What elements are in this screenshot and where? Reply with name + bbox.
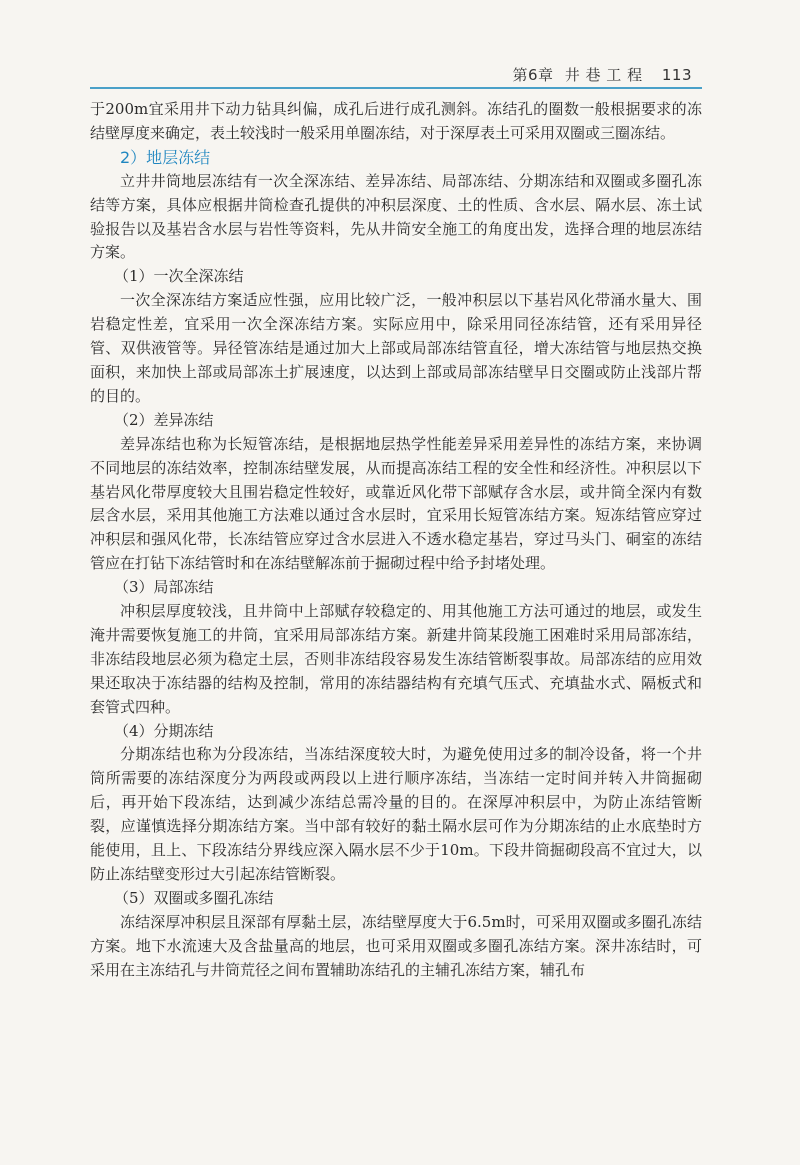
subsection-title: （2）差异冻结 — [114, 410, 214, 429]
paragraph: 分期冻结也称为分段冻结，当冻结深度较大时，为避免使用过多的制冷设备，将一个井筒所需要的冻结深度分为两段或两段以上进行顺序冻结，当冻结一定时间并转入井筒掘砌后，再开始下段冻结，达到减少冻结总需冷量的目的。在深厚冲积层中，为防止冻结管断裂，应谨慎选择分期冻结方案。当中部有较好的黏土隔水层可作为分期冻结的止水底垫时方能使用，且上、下段冻结分界线应深入隔水层不少于10m。下段井筒掘砌段高不宜过大，以防止冻结壁变形过大引起冻结管断裂。 — [90, 745, 702, 883]
section-title: 2）地层冻结 — [120, 147, 211, 167]
paragraph: 立井井筒地层冻结有一次全深冻结、差异冻结、局部冻结、分期冻结和双圈或多圈孔冻结等方案，具体应根据井筒检查孔提供的冲积层深度、土的性质、含水层、隔水层、冻土试验报告以及基岩含水层与岩性等资料，先从井筒安全施工的角度出发，选择合理的地层冻结方案。 — [90, 171, 702, 262]
paragraph: 一次全深冻结方案适应性强，应用比较广泛，一般冲积层以下基岩风化带涌水量大、围岩稳定性差，宜采用一次全深冻结方案。实际应用中，除采用同径冻结管，还有采用异径管、双供液管等。异径管冻结是通过加大上部或局部冻结管直径，增大冻结管与地层热交换面积，来加快上部或局部冻土扩展速度，以达到上部或局部冻结壁早日交圈或防止浅部片帮的目的。 — [90, 291, 702, 405]
subsection-title: （1）一次全深冻结 — [114, 267, 244, 286]
subsection-title: （3）局部冻结 — [114, 578, 214, 597]
subsection-title: （4）分期冻结 — [114, 721, 214, 740]
paragraph: 于200m宜采用井下动力钻具纠偏，成孔后进行成孔测斜。冻结孔的圈数一般根据要求的冻结壁厚度来确定，表土较浅时一般采用单圈冻结，对于深厚表土可采用双圈或三圈冻结。 — [90, 100, 702, 142]
paragraph: 冻结深厚冲积层且深部有厚黏土层，冻结壁厚度大于6.5m时，可采用双圈或多圈孔冻结方案。地下水流速大及含盐量高的地层，也可采用双圈或多圈孔冻结方案。深井冻结时，可采用在主冻结孔与井筒荒径之间布置辅助冻结孔的主辅孔冻结方案，辅孔布 — [90, 912, 702, 979]
paragraph: 冲积层厚度较浅，且井筒中上部赋存较稳定的、用其他施工方法可通过的地层，或发生淹井需要恢复施工的井筒，宜采用局部冻结方案。新建井筒某段施工困难时采用局部冻结，非冻结段地层必须为稳定土层，否则非冻结段容易发生冻结管断裂事故。局部冻结的应用效果还取决于冻结器的结构及控制，常用的冻结器结构有充填气压式、充填盐水式、隔板式和套管式四种。 — [90, 602, 702, 716]
header-chapter-title — [506, 64, 692, 85]
paragraph: 差异冻结也称为长短管冻结，是根据地层热学性能差异采用差异性的冻结方案，来协调不同地层的冻结效率，控制冻结壁发展，从而提高冻结工程的安全性和经济性。冲积层以下基岩风化带厚度较大且围岩稳定性较好，或靠近风化带下部赋存含水层，或井筒全深内有数层含水层，采用其他施工方法难以通过含水层时，宜采用长短管冻结方案。短冻结管应穿过冲积层和强风化带，长冻结管应穿过含水层进入不透水稳定基岩，穿过马头门、硐室的冻结管应在打钻下冻结管时和在冻结壁解冻前于掘砌过程中给予封堵处理。 — [90, 434, 702, 573]
chapter-title: 井 巷 工 程 — [564, 66, 643, 84]
page-number: 113 — [661, 66, 692, 84]
page-body — [90, 98, 702, 983]
header-rule — [90, 87, 702, 89]
running-header — [0, 62, 800, 86]
chapter-label: 第6章 — [512, 66, 554, 84]
subsection-title: （5）双圈或多圈孔冻结 — [114, 888, 274, 907]
